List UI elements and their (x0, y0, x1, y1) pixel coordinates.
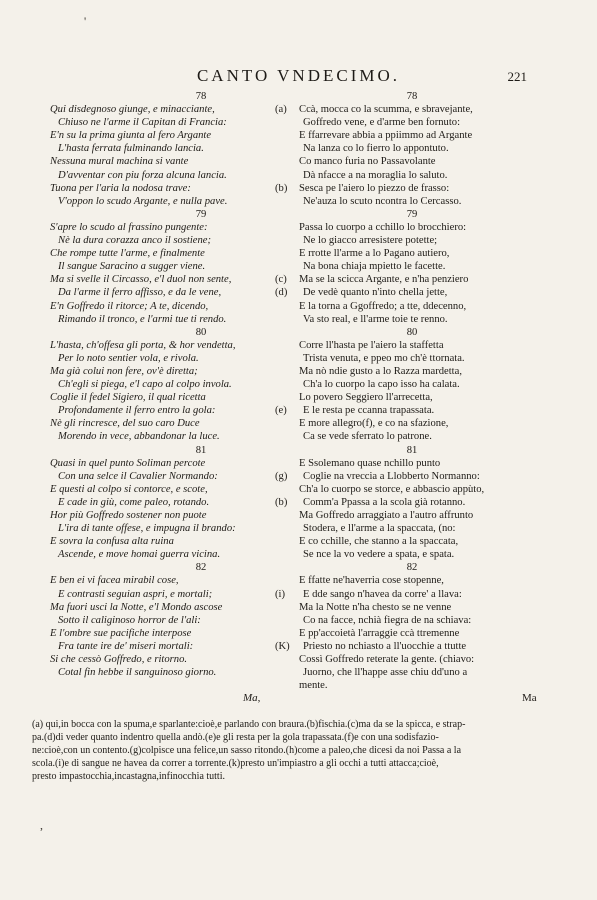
footnote-line: ne:cioè,con un contento.(g)colpisce una felice,un sasso ritondo.(h)come a paleo,che dicesi da noi Passa a la (32, 745, 462, 756)
verse-line (277, 182, 547, 195)
verse-line: Ma si svelle il Circasso, e'l duol non sente, (50, 274, 232, 286)
verse-text: E co cchille, che stanno a la spaccata, (299, 536, 459, 548)
verse-line: Chiuso ne l'arme il Capitan di Francia: (58, 117, 227, 129)
verse-line: Ma già colui non fere, ov'è diretta; (50, 365, 198, 377)
stanza-number: 79 (195, 208, 207, 220)
verse-line: E cade in giù, come paleo, rotando. (58, 496, 210, 508)
verse-text: E more allegro(f), e co na sfazione, (299, 418, 449, 430)
verse-text: Stodera, e ll'arme a la spaccata, (no: (303, 523, 456, 535)
verse-text: Ne lo giacco arresistere potette; (303, 235, 438, 247)
verse-line: Ascende, e move homai guerra vicina. (58, 549, 221, 561)
verse-line (277, 142, 547, 155)
note-marker: (e) (275, 405, 287, 417)
verse-line: Profondamente il ferro entro la gola: (58, 405, 216, 417)
stanza (277, 444, 547, 562)
note-marker: (i) (275, 588, 285, 600)
verse-line: L'hasta, ch'offesa gli porta, & hor vendetta, (50, 339, 236, 351)
stray-mark-top: ' (84, 14, 87, 28)
verse-text: Corre ll'hasta pe l'aiero la staffetta (299, 339, 444, 351)
verse-line: Nè gli rincresce, del suo caro Duce (50, 418, 200, 430)
footnote-line: pa.(d)di veder quanto indentro quella andò.(e)e gli resta per la gola trapassata.(f)e con una sodisfazio- (32, 732, 439, 743)
note-marker: (a) (275, 104, 287, 116)
verse-line (277, 588, 547, 601)
verse-text: E rrotte ll'arme a lo Pagano autiero, (299, 248, 450, 260)
verse-line: E'n su la prima giunta al fero Argante (50, 130, 212, 142)
page-number: 221 (507, 69, 527, 84)
stray-mark-bottom: , (40, 818, 43, 832)
verse-line (277, 300, 547, 313)
verse-text: E Ssolemano quase nchillo punto (299, 457, 441, 469)
verse-line (277, 378, 547, 391)
verse-text: E ffarrevare abbia a ppiimmo ad Argante (299, 130, 473, 142)
verse-text: Juorno, che ll'happe asse chiu dd'uno a (303, 667, 468, 679)
verse-line: D'avventar con piu forza alcuna lancia. (58, 169, 227, 181)
verse-text: Va sto real, e ll'arme toie te renno. (303, 313, 448, 325)
verse-text: Lo povero Seggiero ll'arrecetta, (299, 392, 433, 404)
verse-line: E l'ombre sue pacifiche interpose (50, 627, 192, 639)
verse-text: Sesca pe l'aiero lo piezzo de frasso: (299, 182, 450, 194)
verse-line: Il sangue Saracino a sugger viene. (58, 261, 206, 273)
verse-line (277, 234, 547, 247)
verse-line (277, 601, 547, 614)
verse-text: Passa lo cuorpo a cchillo lo brocchiero: (299, 221, 467, 233)
stanza (50, 326, 292, 444)
verse-text: Ch'a lo cuorpo la capo isso ha calata. (303, 379, 460, 391)
verse-text: Ma la Notte n'ha chesto se ne venne (299, 601, 452, 613)
verse-line: Cotal fin hebbe il sanguinoso giorno. (58, 667, 217, 679)
stanza-number: 82 (195, 562, 207, 574)
stanza-number: 81 (406, 444, 418, 456)
catchword-right: Ma (522, 692, 537, 704)
verse-line: Qui disdegnoso giunge, e minacciante, (50, 104, 215, 116)
verse-line (277, 627, 547, 640)
stanza-number: 78 (406, 91, 418, 102)
verse-line (277, 522, 547, 535)
verse-line: S'apre lo scudo al frassino pungente: (50, 221, 208, 233)
verse-text: Dà nfacce a na moraglia lo saluto. (303, 169, 448, 181)
verse-line: Nè la dura corazza anco il sostiene; (58, 235, 212, 247)
verse-text: E ffatte ne'haverria cose stopenne, (299, 575, 444, 587)
verse-line: E sovra la confusa alta ruina (50, 536, 174, 548)
verse-text: Na bona chiaja mpietto le facette. (303, 261, 446, 273)
verse-line (277, 430, 547, 443)
catchword-left: Ma, (243, 692, 261, 704)
verse-line (277, 339, 547, 352)
verse-line: Rimando il tronco, e l'armi tue ti rendo. (58, 313, 227, 325)
verse-line (277, 653, 547, 666)
verse-line: Hor più Goffredo sostener non puote (50, 510, 207, 521)
verse-text: E la torna a Ggoffredo; a tte, ddecenno, (299, 300, 467, 312)
verse-line (277, 483, 547, 496)
verse-line: Morendo in vece, abbandonar la luce. (58, 431, 220, 443)
note-marker: (b) (275, 496, 288, 508)
footnotes (32, 718, 572, 783)
verse-line (277, 574, 547, 587)
verse-line (277, 286, 547, 299)
verse-line (277, 666, 547, 679)
note-marker: (b) (275, 182, 288, 194)
verse-line (277, 260, 547, 273)
verse-line: Coglie il fedel Sigiero, il qual ricetta (50, 392, 206, 404)
stanza-number: 79 (406, 208, 418, 220)
verse-line (277, 352, 547, 365)
verse-text: Se nce la vo vedere a spata, e spata. (303, 549, 455, 561)
verse-line (277, 640, 547, 653)
stanza-number: 82 (406, 562, 418, 574)
verse-text: Ca se vede sferrato lo patrone. (303, 431, 432, 443)
verse-line (277, 116, 547, 129)
footnote-line: scola.(i)e di sangue ne havea da correr a torrente.(k)presto un'impiastro a gli occhi a tutti attacca;cioè, (32, 758, 439, 769)
verse-text: Cossì Goffredo reterate la gente. (chiavo: (299, 654, 475, 666)
stanza (277, 326, 547, 444)
stanza (50, 444, 292, 562)
verse-line (277, 679, 547, 692)
verse-line (277, 535, 547, 548)
page-title: CANTO VNDECIMO. (196, 66, 401, 85)
verse-text: Coglie na vreccia a Llobberto Normanno: (303, 470, 480, 482)
verse-line (277, 496, 547, 509)
verse-line: Da l'arme il ferro affisso, e da le vene, (58, 287, 222, 299)
dialect-text-column (277, 90, 547, 692)
verse-line: Che rompe tutte l'arme, e finalmente (50, 248, 205, 260)
verse-text: Ne'auza lo scuto ncontra lo Cercasso. (303, 195, 462, 207)
verse-line (277, 470, 547, 483)
stanza (277, 90, 547, 208)
verse-line (277, 195, 547, 208)
verse-text: Na lanza co lo fierro lo appontuto. (303, 143, 449, 155)
verse-line (277, 155, 547, 168)
verse-text: Co na facce, nchià fiegra de na schiava: (303, 614, 472, 626)
footnote-line: presto impastocchia,incastagna,infinocchia tutti. (32, 771, 225, 782)
verse-text: Comm'a Ppassa a la scola già rotanno. (303, 496, 466, 508)
stanza-number: 80 (195, 326, 207, 338)
note-marker: (d) (275, 287, 288, 299)
stanza (50, 208, 292, 326)
verse-line (277, 391, 547, 404)
verse-line (277, 365, 547, 378)
verse-line: Sotto il caliginoso horror de l'ali: (58, 614, 201, 626)
verse-line: V'oppon lo scudo Argante, e nulla pave. (58, 195, 228, 207)
verse-line (277, 247, 547, 260)
verse-line (277, 509, 547, 522)
verse-line (277, 548, 547, 561)
stanza (50, 561, 292, 679)
stanza (277, 561, 547, 692)
verse-line: Ch'egli si piega, e'l capo al colpo invola. (58, 379, 232, 391)
verse-line (277, 273, 547, 286)
stanza-number: 80 (406, 326, 418, 338)
verse-text: mente. (299, 680, 328, 692)
verse-line (277, 457, 547, 470)
verse-line: E questi al colpo si contorce, e scote, (50, 483, 208, 495)
stanza-number: 78 (195, 91, 207, 102)
verse-text: Ma nò ndie gusto a lo Razza mardetta, (299, 365, 462, 377)
verse-text: Trista venuta, e ppeo mo ch'è ttornata. (303, 352, 465, 364)
verse-line (277, 221, 547, 234)
verse-line: Fra tante ire de' miseri mortali: (58, 640, 194, 652)
note-marker: (K) (275, 640, 290, 652)
verse-line: Si che cessò Goffredo, e ritorno. (50, 654, 188, 666)
stanza (277, 208, 547, 326)
verse-text: E pp'accoietà l'arraggie ccà ttremenne (299, 627, 460, 639)
verse-line (277, 313, 547, 326)
verse-line (277, 129, 547, 142)
stanza (50, 90, 292, 208)
verse-text: E dde sango n'havea da corre' a llava: (303, 588, 462, 600)
verse-line (277, 169, 547, 182)
verse-line: L'hasta ferrata fulminando lancia. (58, 143, 204, 155)
verse-line (277, 417, 547, 430)
verse-text: De vedè quanto n'into chella jette, (303, 287, 448, 299)
verse-text: Ma Goffredo arraggiato a l'autro affrunto (299, 510, 474, 521)
verse-line (277, 614, 547, 627)
verse-line: Quasi in quel punto Soliman percote (50, 457, 206, 469)
verse-text: E le resta pe ccanna trapassata. (303, 405, 435, 417)
verse-line: Tuona per l'aria la nodosa trave: (50, 182, 191, 194)
note-marker: (g) (275, 470, 288, 482)
stanza-number: 81 (195, 444, 207, 456)
verse-line: Ma fuori usci la Notte, e'l Mondo ascose (50, 601, 223, 613)
note-marker: (c) (275, 274, 287, 286)
verse-text: Ma se la scicca Argante, e n'ha penziero (299, 274, 469, 286)
verse-text: Ccà, mocca co la scumma, e sbravejante, (299, 104, 473, 116)
verse-text: Ch'a lo cuorpo se storce, e abbascio appùto, (299, 483, 485, 495)
verse-line: E'n Goffredo il ritorce; A te, dicendo, (50, 300, 209, 312)
verse-text: Co manco furia no Passavolante (299, 156, 436, 168)
verse-line: Per lo noto sentier vola, e rivola. (58, 352, 199, 364)
verse-text: Priesto no nchiasto a ll'uocchie a ttutte (303, 640, 467, 652)
verse-line: E contrasti seguian aspri, e mortali; (58, 588, 213, 600)
verse-line: E ben ei vi facea mirabil cose, (50, 575, 179, 587)
verse-line: Con una selce il Cavalier Normando: (58, 470, 218, 482)
verse-line: L'ira di tante offese, e impugna il brando: (58, 523, 236, 535)
verse-text: Goffredo vene, e d'arme ben fornuto: (303, 117, 461, 129)
verse-line: Nessuna mural machina si vante (50, 156, 189, 168)
footnote-line: (a) qui,in bocca con la spuma,e sparlante:cioè,e parlando con braura.(b)fischia.(c)ma da se la spicca, e strap- (32, 719, 466, 730)
verse-line (277, 103, 547, 116)
verse-line (277, 404, 547, 417)
italian-text-column (50, 90, 292, 679)
